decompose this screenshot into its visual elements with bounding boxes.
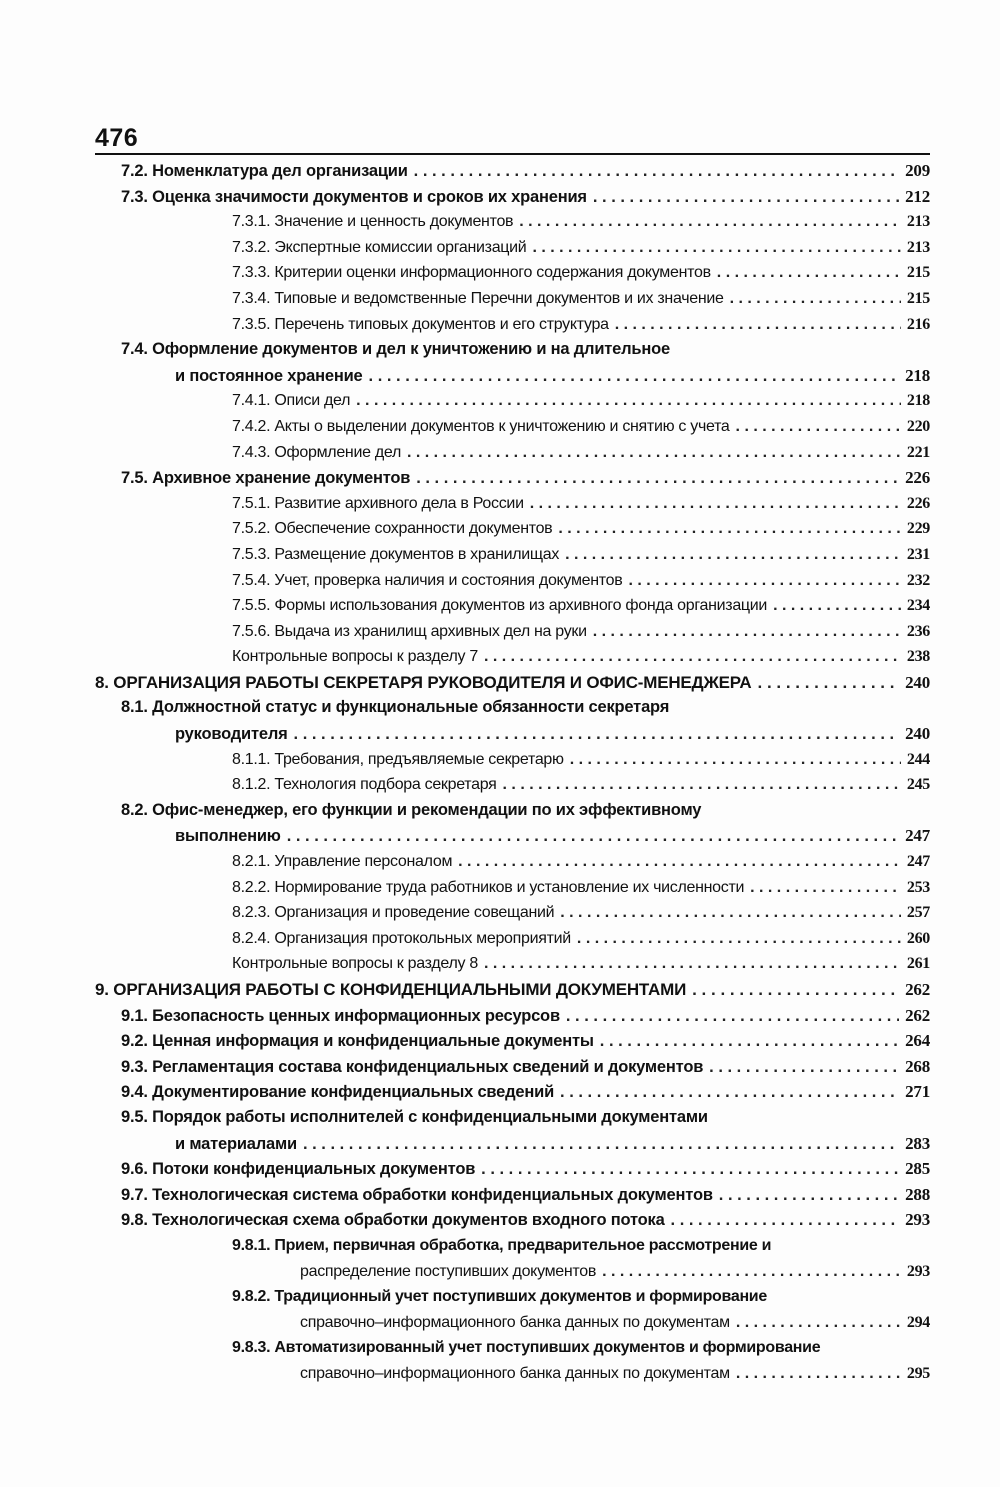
toc-page-number: 261 [906,955,930,973]
dot-leader [719,1183,899,1209]
toc-entry-title: 9.4. Документирование конфиденциальных сведений [121,1083,555,1102]
toc-subsection [232,235,930,261]
dot-leader [566,1004,899,1030]
toc-entry-title: Контрольные вопросы к разделу 8 [232,955,478,973]
dot-leader [736,1361,901,1387]
toc-section [121,184,930,210]
toc-subsection [232,260,930,286]
toc-page-number: 285 [905,1159,930,1179]
toc-subsection [232,875,930,901]
dot-leader [532,235,900,261]
toc-page-number: 271 [905,1082,930,1102]
dot-leader [750,875,901,901]
toc-page-number: 257 [906,904,930,922]
toc-section [121,1079,930,1105]
toc-page-number: 294 [906,1313,930,1331]
toc-entry-title: 8. ОРГАНИЗАЦИЯ РАБОТЫ СЕКРЕТАРЯ РУКОВОДИТЕЛЯ И ОФИС-МЕНЕДЖЕРА [95,672,752,692]
toc-entry-title: 9.8. Технологическая схема обработки документов входного потока [121,1211,665,1230]
dot-leader [519,209,901,235]
toc-entry-title: 7.4.2. Акты о выделении документов к уничтожению и снятию с учета [232,417,730,435]
dot-leader [287,824,899,850]
toc-section [121,798,930,849]
toc-page-number: 221 [906,443,930,461]
toc-page-number: 262 [905,980,930,999]
dot-leader [560,900,901,926]
toc-section [121,1028,930,1054]
dot-leader [560,1080,899,1106]
toc-entry-title: 9. ОРГАНИЗАЦИЯ РАБОТЫ С КОНФИДЕНЦИАЛЬНЫМИ ДОКУМЕНТАМИ [95,980,687,999]
dot-leader [602,1259,901,1285]
toc-page-number: 238 [906,648,930,666]
dot-leader [503,772,901,798]
toc-page-number: 240 [905,672,930,692]
toc-entry-title: 7.3.4. Типовые и ведомственные Перечни документов и их значение [232,289,724,307]
dot-leader [414,159,899,185]
toc-page-number: 213 [906,213,930,231]
toc-subsection [232,619,930,645]
toc-entry-title: справочно–информационного банка данных по документам [300,1313,730,1331]
toc-page-number: 218 [906,392,930,410]
dot-leader [615,312,901,338]
toc-page-number: 215 [906,289,930,307]
toc-page-number: 247 [906,853,930,871]
dot-leader [773,593,901,619]
dot-leader [458,849,901,875]
toc-page-number: 253 [906,878,930,896]
dot-leader [671,1208,900,1234]
dot-leader [692,977,899,1003]
toc-section [121,158,930,184]
dot-leader [730,286,901,312]
toc-entry-title: 8.2.4. Организация протокольных мероприятий [232,929,571,947]
toc-section [121,1156,930,1182]
toc-section [121,1105,930,1156]
toc-entry-title: 7.3. Оценка значимости документов и сроков их хранения [121,187,587,206]
toc-entry-title-line: 7.4. Оформление документов и дел к уничтожению и на длительное [121,340,670,359]
toc-section [121,1003,930,1029]
toc-subsection [232,951,930,977]
toc-entry-title: 9.3. Регламентация состава конфиденциальных сведений и документов [121,1057,704,1076]
toc-entry-title-line: 8.2. Офис-менеджер, его функции и рекомендации по их эффективному [121,800,702,819]
toc-page-number: 220 [906,417,930,435]
dot-leader [600,1029,899,1055]
toc-subsection [232,593,930,619]
dot-leader [709,1055,899,1081]
dot-leader [558,516,901,542]
toc-entry-title: 7.3.5. Перечень типовых документов и его структура [232,315,609,333]
toc-entry-title: 9.2. Ценная информация и конфиденциальные документы [121,1032,594,1051]
toc-page-number: 264 [905,1031,930,1051]
toc-chapter [95,670,930,696]
dot-leader [294,722,900,748]
toc-subsection [232,1335,930,1386]
toc-entry-title: 7.5. Архивное хранение документов [121,469,411,488]
toc-entry-title: 7.3.2. Экспертные комиссии организаций [232,238,527,256]
dot-leader [369,364,900,390]
dot-leader [593,619,901,645]
dot-leader [484,644,901,670]
toc-subsection [232,286,930,312]
toc-page-number: 231 [906,545,930,563]
toc-subsection [232,900,930,926]
toc-entry-title: 8.1.2. Технология подбора секретаря [232,776,497,794]
dot-leader [593,185,899,211]
toc-subsection [232,1284,930,1335]
toc-page-number: 226 [905,468,930,488]
toc-subsection [232,491,930,517]
toc-entry-title: справочно–информационного банка данных по документам [300,1364,730,1382]
table-of-contents [0,158,1000,1387]
toc-entry-title: руководителя [175,725,288,744]
dot-leader [407,440,901,466]
toc-entry-title-line: 9.8.2. Традиционный учет поступивших документов и формирование [232,1288,767,1306]
toc-page-number: 262 [905,1005,930,1025]
toc-subsection [232,414,930,440]
toc-subsection [232,644,930,670]
toc-page-number: 218 [905,365,930,385]
toc-subsection [232,926,930,952]
toc-entry-title: 7.5.4. Учет, проверка наличия и состояния документов [232,571,623,589]
toc-page-number: 232 [906,571,930,589]
dot-leader [628,568,900,594]
toc-subsection [232,516,930,542]
toc-page-number: 213 [906,238,930,256]
toc-section [121,465,930,491]
toc-page-number: 240 [905,724,930,744]
dot-leader [577,926,901,952]
toc-subsection [232,568,930,594]
dot-leader [356,388,901,414]
toc-entry-title: 7.4.3. Оформление дел [232,443,401,461]
toc-subsection [232,440,930,466]
toc-chapter [95,977,930,1003]
toc-entry-title: 9.1. Безопасность ценных информационных ресурсов [121,1006,560,1025]
toc-section [121,1182,930,1208]
toc-subsection [232,772,930,798]
toc-entry-title: 7.4.1. Описи дел [232,392,351,410]
toc-subsection [232,388,930,414]
toc-page-number: 293 [906,1262,930,1280]
dot-leader [570,747,901,773]
toc-entry-title: распределение поступивших документов [300,1262,597,1280]
dot-leader [416,466,899,492]
toc-page-number: 260 [906,929,930,947]
toc-page-number: 215 [906,264,930,282]
toc-entry-title: 8.2.1. Управление персоналом [232,853,453,871]
dot-leader [736,1310,901,1336]
toc-subsection [232,542,930,568]
toc-subsection [232,747,930,773]
toc-page-number: 283 [905,1133,930,1153]
dot-leader [736,414,901,440]
toc-subsection [232,849,930,875]
toc-entry-title: 7.3.3. Критерии оценки информационного содержания документов [232,264,711,282]
toc-entry-title-line: 9.8.1. Прием, первичная обработка, предварительное рассмотрение и [232,1236,772,1254]
toc-entry-title: 7.5.5. Формы использования документов из архивного фонда организации [232,597,768,615]
dot-leader [530,491,901,517]
dot-leader [565,542,901,568]
toc-entry-title-line: 9.8.3. Автоматизированный учет поступивших документов и формирование [232,1339,821,1357]
toc-entry-title: 8.2.2. Нормирование труда работников и установление их численности [232,878,745,896]
toc-page-number: 245 [906,776,930,794]
toc-entry-title: 9.6. Потоки конфиденциальных документов [121,1160,476,1179]
toc-page-number: 226 [906,494,930,512]
toc-entry-title: и постоянное хранение [175,366,363,385]
dot-leader [484,951,901,977]
toc-entry-title: Контрольные вопросы к разделу 7 [232,648,478,666]
toc-page-number: 236 [906,622,930,640]
toc-page-number: 244 [906,750,930,768]
page-number: 476 [95,124,139,152]
dot-leader [717,260,901,286]
toc-subsection [232,312,930,338]
toc-page-number: 295 [906,1364,930,1382]
toc-subsection [232,1233,930,1284]
dot-leader [303,1132,899,1158]
toc-section [121,1054,930,1080]
toc-page-number: 216 [906,315,930,333]
dot-leader [481,1157,899,1183]
toc-entry-title: 8.2.3. Организация и проведение совещаний [232,904,555,922]
toc-entry-title-line: 9.5. Порядок работы исполнителей с конфиденциальными документами [121,1107,708,1126]
toc-page-number: 212 [905,186,930,206]
toc-page-number: 247 [905,826,930,846]
toc-page-number: 209 [905,161,930,180]
toc-section [121,337,930,388]
toc-page-number: 234 [906,597,930,615]
toc-section [121,1207,930,1233]
toc-subsection [232,209,930,235]
toc-entry-title: 7.5.3. Размещение документов в хранилищах [232,545,560,563]
toc-section [121,695,930,746]
toc-entry-title: 7.5.2. Обеспечение сохранности документов [232,520,553,538]
toc-entry-title: 7.5.1. Развитие архивного дела в России [232,494,524,512]
toc-page-number: 229 [906,520,930,538]
header-rule [95,153,930,155]
dot-leader [758,670,900,696]
toc-page-number: 288 [905,1184,930,1204]
toc-entry-title: 9.7. Технологическая система обработки конфиденциальных документов [121,1185,713,1204]
toc-page-number: 293 [905,1210,930,1230]
toc-entry-title: выполнению [175,827,281,846]
toc-entry-title: 7.3.1. Значение и ценность документов [232,213,514,231]
toc-entry-title: 8.1.1. Требования, предъявляемые секретарю [232,750,564,768]
toc-page-number: 268 [905,1056,930,1076]
toc-entry-title: 7.5.6. Выдача из хранилищ архивных дел на руки [232,622,587,640]
toc-entry-title-line: 8.1. Должностной статус и функциональные обязанности секретаря [121,698,670,717]
toc-entry-title: и материалами [175,1134,297,1153]
toc-entry-title: 7.2. Номенклатура дел организации [121,162,408,180]
